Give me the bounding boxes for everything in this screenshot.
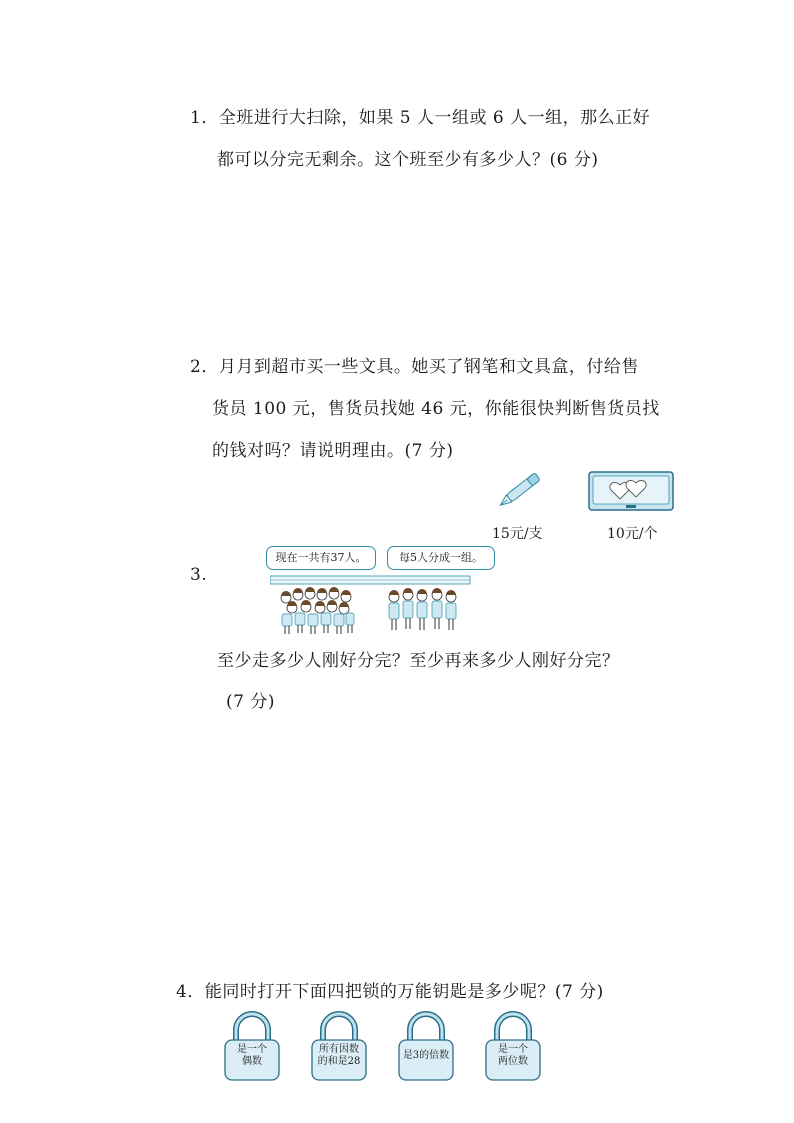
lock-2-line-1: 所有因数 — [319, 1044, 359, 1055]
q2-number: 2． — [190, 357, 219, 377]
pen-price: 15元/支 — [492, 526, 543, 542]
q2-text-3: 的钱对吗？请说明理由。(7 分) — [212, 441, 454, 461]
q4-text-1: 能同时打开下面四把锁的万能钥匙是多少呢？(7 分) — [204, 982, 604, 1002]
q2-line-1 — [190, 356, 639, 378]
q3-text-2: (7 分) — [226, 692, 275, 712]
q4-line-1 — [176, 981, 604, 1003]
speech-bubble-right: 每5人分成一组。 — [387, 546, 495, 570]
lock-4-line-1: 是一个 — [498, 1044, 528, 1055]
lock-2-label — [315, 1044, 363, 1068]
lock-1-line-1: 是一个 — [237, 1044, 267, 1055]
q1-text-2: 都可以分完无剩余。这个班至少有多少人？(6 分) — [217, 150, 599, 170]
lock-4-line-2: 两位数 — [498, 1056, 528, 1067]
q3-number: 3. — [190, 565, 208, 585]
q3-text-1: 至少走多少人刚好分完？至少再来多少人刚好分完？ — [217, 651, 620, 671]
q1-text-1: 全班进行大扫除，如果 5 人一组或 6 人一组，那么正好 — [218, 108, 651, 128]
q2-text-2: 货员 100 元，售货员找她 46 元，你能很快判断售货员找 — [212, 399, 660, 419]
fountain-pen-icon — [492, 463, 552, 515]
lock-3-line-1: 是3的倍数 — [402, 1050, 450, 1061]
q4-number: 4． — [176, 982, 205, 1002]
lock-2 — [309, 1010, 369, 1082]
q1-line-1 — [190, 107, 650, 129]
q1-number: 1． — [190, 108, 219, 128]
lock-3-label — [402, 1050, 450, 1062]
lock-3 — [396, 1010, 456, 1082]
lock-1-label — [228, 1044, 276, 1068]
q2-text-1: 月月到超市买一些文具。她买了钢笔和文具盒，付给售 — [218, 357, 639, 377]
children-group-illustration — [270, 568, 482, 638]
speech-bubble-left: 现在一共有37人。 — [266, 546, 376, 570]
lock-4-label — [489, 1044, 537, 1068]
pencil-case-icon — [588, 471, 674, 511]
lock-1-line-2: 偶数 — [242, 1056, 262, 1067]
lock-4 — [483, 1010, 543, 1082]
lock-1 — [222, 1010, 282, 1082]
pencil-case-price: 10元/个 — [607, 526, 658, 542]
lock-2-line-2: 的和是28 — [317, 1056, 361, 1067]
